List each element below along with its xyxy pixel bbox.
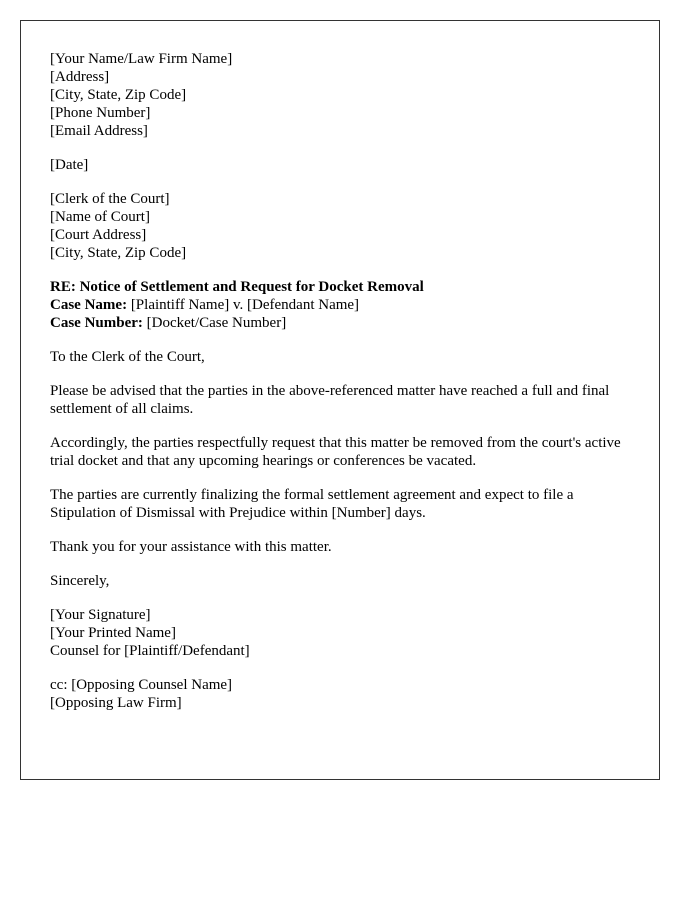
salutation: To the Clerk of the Court,: [50, 349, 205, 365]
letter-page: [20, 20, 660, 780]
cc-line-1: cc: [Opposing Counsel Name]: [50, 677, 233, 693]
sender-city-state-zip: [City, State, Zip Code]: [50, 87, 187, 103]
paragraph-docket-removal: Accordingly, the parties respectfully request that this matter be removed from the court's active trial docket and that any upcoming hearings or conferences be vacated.: [50, 435, 621, 469]
recipient-city-state-zip: [City, State, Zip Code]: [50, 245, 187, 261]
sender-email: [Email Address]: [50, 123, 148, 139]
cc-block: [50, 676, 640, 712]
sender-name: [Your Name/Law Firm Name]: [50, 51, 233, 67]
date-block: [50, 156, 640, 174]
printed-name: [Your Printed Name]: [50, 625, 176, 641]
recipient-block: [50, 190, 640, 262]
paragraph-settlement: Please be advised that the parties in the above-referenced matter have reached a full and final settlement of all claims.: [50, 383, 610, 417]
recipient-title: [Clerk of the Court]: [50, 191, 170, 207]
re-line: RE: Notice of Settlement and Request for Docket Removal: [50, 279, 424, 295]
case-number-line: [50, 314, 640, 332]
counsel-for: Counsel for [Plaintiff/Defendant]: [50, 643, 250, 659]
case-name-label: Case Name:: [50, 297, 128, 313]
paragraph-thanks: Thank you for your assistance with this matter.: [50, 539, 332, 555]
sender-phone: [Phone Number]: [50, 105, 151, 121]
recipient-court-address: [Court Address]: [50, 227, 147, 243]
closing: Sincerely,: [50, 573, 110, 589]
sender-block: [50, 50, 640, 140]
paragraph-stipulation: The parties are currently finalizing the formal settlement agreement and expect to file a Stipulation of Dismissal with Prejudice within [Number] days.: [50, 487, 574, 521]
case-number-value: [Docket/Case Number]: [142, 315, 287, 331]
signature-line: [Your Signature]: [50, 607, 151, 623]
subject-block: [50, 278, 640, 332]
case-name-line: [50, 296, 640, 314]
recipient-court-name: [Name of Court]: [50, 209, 150, 225]
case-number-label: Case Number:: [50, 315, 143, 331]
letter-date: [Date]: [50, 157, 89, 173]
case-name-value: [Plaintiff Name] v. [Defendant Name]: [127, 297, 360, 313]
signature-block: [50, 606, 640, 660]
cc-line-2: [Opposing Law Firm]: [50, 695, 182, 711]
letter-content: [50, 50, 640, 728]
sender-address: [Address]: [50, 69, 110, 85]
